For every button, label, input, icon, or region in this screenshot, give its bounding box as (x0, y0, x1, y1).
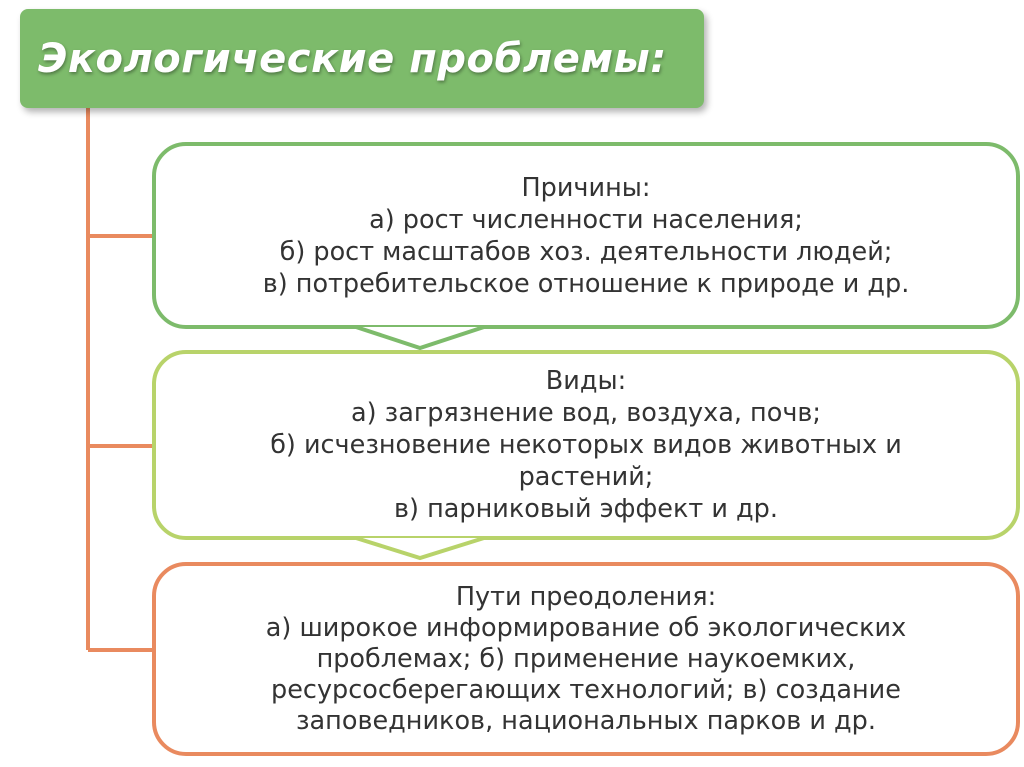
page-title: Экологические проблемы: (38, 35, 667, 82)
ways-heading: Пути преодоления: (455, 581, 717, 612)
causes-line: в) потребительское отношение к природе и др. (262, 268, 910, 299)
types-line: растений; (518, 462, 654, 492)
types-box (152, 350, 1020, 540)
ways-line: а) широкое информирование об экологических (265, 612, 907, 643)
ways-line: заповедников, национальных парков и др. (296, 705, 876, 736)
causes-heading: Причины: (521, 172, 651, 203)
causes-box (152, 142, 1020, 329)
types-heading: Виды: (545, 366, 627, 396)
types-line: в) парниковый эффект и др. (394, 494, 778, 524)
ways-line: ресурсосберегающих технологий; в) создание (271, 674, 901, 705)
causes-line: б) рост масштабов хоз. деятельности людей; (279, 236, 893, 267)
types-line: б) исчезновение некоторых видов животных и (270, 430, 902, 460)
causes-line: а) рост численности населения; (369, 204, 803, 235)
ways-box (152, 562, 1020, 756)
ways-line: проблемах; б) применение наукоемких, (316, 643, 856, 674)
title-box (20, 9, 704, 108)
types-line: а) загрязнение вод, воздуха, почв; (350, 398, 822, 428)
